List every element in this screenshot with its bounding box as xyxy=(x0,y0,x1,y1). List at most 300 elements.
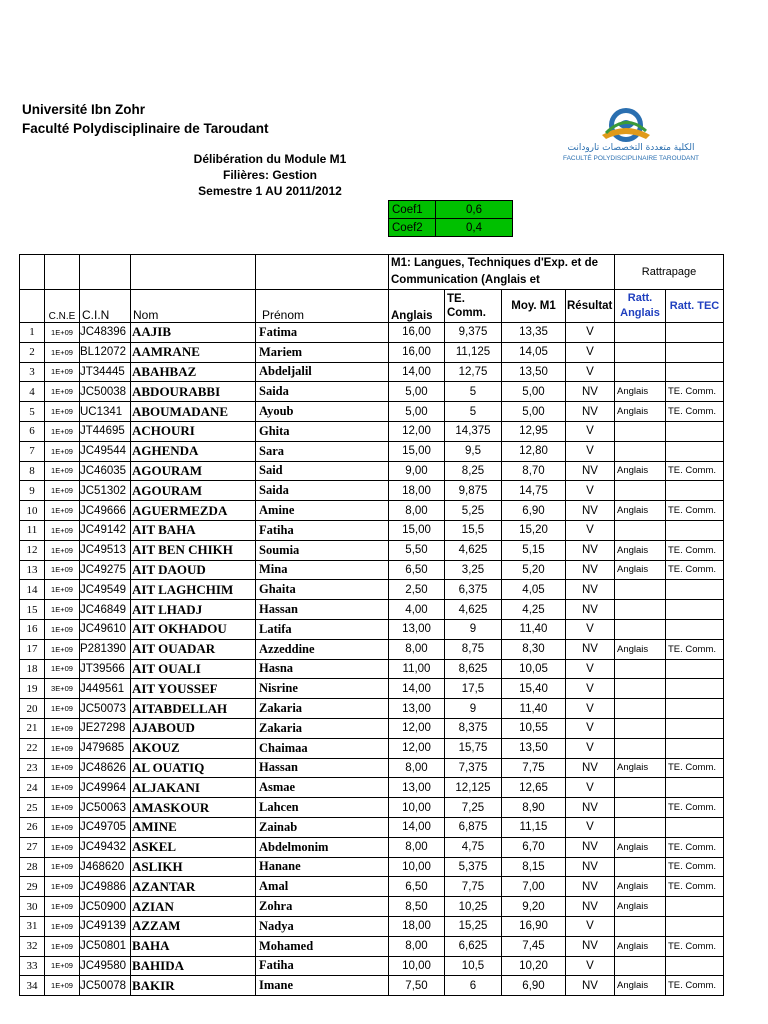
ratt-anglais-value xyxy=(615,699,666,719)
cin-value: JC49544 xyxy=(80,441,131,461)
ratt-anglais-value xyxy=(615,600,666,620)
nom-value: AITABDELLAH xyxy=(131,699,256,719)
col-cin: C.I.N xyxy=(80,290,131,323)
table-row xyxy=(20,639,724,659)
logo-arabic-text: الكلية متعددة التخصصات تارودانت xyxy=(567,143,695,153)
cne-value: 1E+09 xyxy=(45,639,80,659)
nom-value: ABAHBAZ xyxy=(131,362,256,382)
coef1-value: 0,6 xyxy=(436,201,513,219)
table-row xyxy=(20,619,724,639)
resultat-value: V xyxy=(566,916,615,936)
te-comm-grade: 7,25 xyxy=(445,798,502,818)
moyenne-value: 6,90 xyxy=(502,501,566,521)
semester-label: Semestre 1 AU 2011/2012 xyxy=(198,184,342,198)
nom-value: AAJIB xyxy=(131,323,256,343)
nom-value: AGUERMEZDA xyxy=(131,501,256,521)
ratt-tec-value: TE. Comm. xyxy=(666,877,724,897)
anglais-grade: 18,00 xyxy=(389,916,445,936)
prenom-value: Saida xyxy=(256,481,389,501)
moyenne-value: 5,00 xyxy=(502,402,566,422)
cin-value: JC49275 xyxy=(80,560,131,580)
cin-value: JC50073 xyxy=(80,699,131,719)
cin-value: JC49432 xyxy=(80,837,131,857)
anglais-grade: 16,00 xyxy=(389,323,445,343)
table-row xyxy=(20,402,724,422)
cin-value: JC49513 xyxy=(80,540,131,560)
ratt-tec-value xyxy=(666,916,724,936)
prenom-value: Hassan xyxy=(256,758,389,778)
resultat-value: V xyxy=(566,718,615,738)
coefficients-table xyxy=(388,200,513,237)
anglais-grade: 12,00 xyxy=(389,421,445,441)
table-row xyxy=(20,897,724,917)
te-comm-grade: 8,75 xyxy=(445,639,502,659)
nom-value: AJABOUD xyxy=(131,718,256,738)
ratt-anglais-value: Anglais xyxy=(615,976,666,996)
cne-value: 1E+09 xyxy=(45,461,80,481)
resultat-value: V xyxy=(566,699,615,719)
cne-value: 1E+09 xyxy=(45,362,80,382)
ratt-tec-value xyxy=(666,659,724,679)
ratt-anglais-value xyxy=(615,362,666,382)
row-number: 11 xyxy=(20,520,45,540)
table-row xyxy=(20,718,724,738)
prenom-value: Mina xyxy=(256,560,389,580)
nom-value: AL OUATIQ xyxy=(131,758,256,778)
anglais-grade: 6,50 xyxy=(389,560,445,580)
resultat-value: V xyxy=(566,619,615,639)
cne-value: 1E+09 xyxy=(45,936,80,956)
coef-row xyxy=(389,201,513,219)
moyenne-value: 8,90 xyxy=(502,798,566,818)
ratt-anglais-value: Anglais xyxy=(615,560,666,580)
prenom-value: Zainab xyxy=(256,817,389,837)
ratt-tec-value: TE. Comm. xyxy=(666,798,724,818)
prenom-value: Fatiha xyxy=(256,520,389,540)
ratt-tec-value xyxy=(666,362,724,382)
prenom-value: Azzeddine xyxy=(256,639,389,659)
cne-value: 1E+09 xyxy=(45,778,80,798)
table-row xyxy=(20,461,724,481)
row-number: 28 xyxy=(20,857,45,877)
moyenne-value: 4,25 xyxy=(502,600,566,620)
moyenne-value: 7,75 xyxy=(502,758,566,778)
cne-value: 1E+09 xyxy=(45,323,80,343)
prenom-value: Ghita xyxy=(256,421,389,441)
cin-value: JC48626 xyxy=(80,758,131,778)
ratt-anglais-value xyxy=(615,520,666,540)
anglais-grade: 7,50 xyxy=(389,976,445,996)
moyenne-value: 5,20 xyxy=(502,560,566,580)
ratt-anglais-value: Anglais xyxy=(615,382,666,402)
nom-value: AMASKOUR xyxy=(131,798,256,818)
prenom-value: Imane xyxy=(256,976,389,996)
resultat-value: NV xyxy=(566,857,615,877)
nom-value: AIT OUALI xyxy=(131,659,256,679)
cin-value: J479685 xyxy=(80,738,131,758)
table-row xyxy=(20,323,724,343)
te-comm-grade: 15,25 xyxy=(445,916,502,936)
row-number: 34 xyxy=(20,976,45,996)
cin-value: JC49964 xyxy=(80,778,131,798)
table-row xyxy=(20,342,724,362)
ratt-tec-value: TE. Comm. xyxy=(666,501,724,521)
row-number: 1 xyxy=(20,323,45,343)
cne-value: 1E+09 xyxy=(45,877,80,897)
moyenne-value: 10,20 xyxy=(502,956,566,976)
prenom-value: Ayoub xyxy=(256,402,389,422)
university-name: Université Ibn Zohr xyxy=(22,102,146,117)
resultat-value: NV xyxy=(566,877,615,897)
cin-value: JE27298 xyxy=(80,718,131,738)
cne-value: 1E+09 xyxy=(45,402,80,422)
cne-value: 1E+09 xyxy=(45,758,80,778)
ratt-tec-value: TE. Comm. xyxy=(666,382,724,402)
col-nom: Nom xyxy=(131,290,256,323)
te-comm-grade: 10,5 xyxy=(445,956,502,976)
moyenne-value: 11,40 xyxy=(502,619,566,639)
anglais-grade: 8,00 xyxy=(389,639,445,659)
prenom-value: Mohamed xyxy=(256,936,389,956)
te-comm-grade: 7,75 xyxy=(445,877,502,897)
col-prenom: Prénom xyxy=(256,290,389,323)
prenom-value: Mariem xyxy=(256,342,389,362)
nom-value: ASLIKH xyxy=(131,857,256,877)
resultat-value: V xyxy=(566,441,615,461)
nom-value: AIT OKHADOU xyxy=(131,619,256,639)
ratt-tec-value xyxy=(666,897,724,917)
moyenne-value: 7,00 xyxy=(502,877,566,897)
moyenne-value: 6,70 xyxy=(502,837,566,857)
row-number: 16 xyxy=(20,619,45,639)
cne-value: 1E+09 xyxy=(45,699,80,719)
faculty-name: Faculté Polydisciplinaire de Taroudant xyxy=(22,121,269,136)
prenom-value: Sara xyxy=(256,441,389,461)
moyenne-value: 5,00 xyxy=(502,382,566,402)
col-te-comm: TE. Comm. xyxy=(445,290,502,323)
nom-value: AIT YOUSSEF xyxy=(131,679,256,699)
ratt-tec-value xyxy=(666,679,724,699)
te-comm-grade: 6,875 xyxy=(445,817,502,837)
ratt-anglais-value xyxy=(615,421,666,441)
resultat-value: V xyxy=(566,342,615,362)
prenom-value: Abdeljalil xyxy=(256,362,389,382)
cne-value: 1E+09 xyxy=(45,916,80,936)
te-comm-grade: 4,625 xyxy=(445,600,502,620)
prenom-value: Hassan xyxy=(256,600,389,620)
te-comm-grade: 7,375 xyxy=(445,758,502,778)
ratt-tec-value xyxy=(666,342,724,362)
resultat-value: NV xyxy=(566,540,615,560)
ratt-anglais-value xyxy=(615,659,666,679)
te-comm-grade: 9 xyxy=(445,699,502,719)
te-comm-grade: 4,75 xyxy=(445,837,502,857)
te-comm-grade: 14,375 xyxy=(445,421,502,441)
filiere-label: Filières: Gestion xyxy=(222,168,318,182)
ratt-tec-value xyxy=(666,481,724,501)
prenom-value: Soumia xyxy=(256,540,389,560)
ratt-tec-value: TE. Comm. xyxy=(666,461,724,481)
table-row xyxy=(20,520,724,540)
ratt-tec-value: TE. Comm. xyxy=(666,540,724,560)
cne-value: 1E+09 xyxy=(45,580,80,600)
row-number: 12 xyxy=(20,540,45,560)
col-ratt-anglais: Ratt. Anglais xyxy=(615,290,666,323)
moyenne-value: 12,95 xyxy=(502,421,566,441)
ratt-anglais-value xyxy=(615,441,666,461)
table-row xyxy=(20,481,724,501)
moyenne-value: 6,90 xyxy=(502,976,566,996)
cne-value: 1E+09 xyxy=(45,421,80,441)
row-number: 26 xyxy=(20,817,45,837)
ratt-tec-value xyxy=(666,718,724,738)
ratt-tec-value xyxy=(666,441,724,461)
document-title: Délibération du Module M1 xyxy=(193,152,347,166)
ratt-tec-value: TE. Comm. xyxy=(666,976,724,996)
anglais-grade: 14,00 xyxy=(389,362,445,382)
anglais-grade: 10,00 xyxy=(389,956,445,976)
col-moy: Moy. M1 xyxy=(502,290,566,323)
logo-latin-text: FACULTÉ POLYDISCIPLINAIRE TAROUDANT xyxy=(562,155,700,162)
col-cne: C.N.E xyxy=(45,290,80,323)
ratt-tec-value xyxy=(666,619,724,639)
table-row xyxy=(20,600,724,620)
ratt-anglais-value xyxy=(615,619,666,639)
ratt-anglais-value: Anglais xyxy=(615,461,666,481)
ratt-tec-value xyxy=(666,421,724,441)
ratt-anglais-value: Anglais xyxy=(615,501,666,521)
ratt-tec-value xyxy=(666,580,724,600)
results-body xyxy=(20,323,724,996)
anglais-grade: 12,00 xyxy=(389,718,445,738)
cne-value: 1E+09 xyxy=(45,956,80,976)
te-comm-grade: 5,25 xyxy=(445,501,502,521)
te-comm-grade: 6 xyxy=(445,976,502,996)
moyenne-value: 8,70 xyxy=(502,461,566,481)
nom-value: AIT BAHA xyxy=(131,520,256,540)
resultat-value: NV xyxy=(566,897,615,917)
nom-value: BAKIR xyxy=(131,976,256,996)
table-row xyxy=(20,362,724,382)
coef-row xyxy=(389,219,513,237)
prenom-value: Hanane xyxy=(256,857,389,877)
resultat-value: NV xyxy=(566,501,615,521)
nom-value: AAMRANE xyxy=(131,342,256,362)
institution-header xyxy=(22,100,269,138)
cne-value: 1E+09 xyxy=(45,798,80,818)
cne-value: 3E+09 xyxy=(45,679,80,699)
ratt-anglais-value: Anglais xyxy=(615,897,666,917)
nom-value: AGHENDA xyxy=(131,441,256,461)
table-row xyxy=(20,956,724,976)
resultat-value: V xyxy=(566,323,615,343)
resultat-value: V xyxy=(566,421,615,441)
ratt-anglais-value xyxy=(615,778,666,798)
prenom-value: Said xyxy=(256,461,389,481)
moyenne-value: 16,90 xyxy=(502,916,566,936)
nom-value: BAHIDA xyxy=(131,956,256,976)
resultat-value: NV xyxy=(566,936,615,956)
resultat-value: NV xyxy=(566,976,615,996)
row-number: 29 xyxy=(20,877,45,897)
anglais-grade: 5,50 xyxy=(389,540,445,560)
moyenne-value: 12,65 xyxy=(502,778,566,798)
ratt-anglais-value: Anglais xyxy=(615,877,666,897)
cne-value: 1E+09 xyxy=(45,857,80,877)
col-anglais: Anglais xyxy=(389,290,445,323)
moyenne-value: 11,15 xyxy=(502,817,566,837)
ratt-anglais-value xyxy=(615,679,666,699)
row-number: 22 xyxy=(20,738,45,758)
anglais-grade: 6,50 xyxy=(389,877,445,897)
table-row xyxy=(20,421,724,441)
row-number: 21 xyxy=(20,718,45,738)
moyenne-value: 14,05 xyxy=(502,342,566,362)
table-row xyxy=(20,857,724,877)
resultat-value: V xyxy=(566,520,615,540)
coef2-value: 0,4 xyxy=(436,219,513,237)
te-comm-grade: 9,5 xyxy=(445,441,502,461)
te-comm-grade: 3,25 xyxy=(445,560,502,580)
ratt-anglais-value: Anglais xyxy=(615,639,666,659)
anglais-grade: 16,00 xyxy=(389,342,445,362)
cin-value: JC49666 xyxy=(80,501,131,521)
ratt-tec-value: TE. Comm. xyxy=(666,560,724,580)
ratt-tec-value xyxy=(666,520,724,540)
cin-value: BL12072 xyxy=(80,342,131,362)
cne-value: 1E+09 xyxy=(45,976,80,996)
row-number: 23 xyxy=(20,758,45,778)
row-number: 15 xyxy=(20,600,45,620)
table-row xyxy=(20,699,724,719)
row-number: 2 xyxy=(20,342,45,362)
cne-value: 1E+09 xyxy=(45,382,80,402)
resultat-value: NV xyxy=(566,600,615,620)
module-title: M1: Langues, Techniques d'Exp. et de Communication (Anglais et xyxy=(389,255,615,290)
cin-value: JC49139 xyxy=(80,916,131,936)
cne-value: 1E+09 xyxy=(45,718,80,738)
cne-value: 1E+09 xyxy=(45,738,80,758)
nom-value: AIT LHADJ xyxy=(131,600,256,620)
prenom-value: Nisrine xyxy=(256,679,389,699)
cin-value: JC48396 xyxy=(80,323,131,343)
anglais-grade: 12,00 xyxy=(389,738,445,758)
ratt-anglais-value: Anglais xyxy=(615,540,666,560)
moyenne-value: 5,15 xyxy=(502,540,566,560)
cin-value: JT39566 xyxy=(80,659,131,679)
ratt-tec-value xyxy=(666,323,724,343)
anglais-grade: 8,50 xyxy=(389,897,445,917)
ratt-tec-value: TE. Comm. xyxy=(666,758,724,778)
moyenne-value: 11,40 xyxy=(502,699,566,719)
te-comm-grade: 10,25 xyxy=(445,897,502,917)
cin-value: JC49610 xyxy=(80,619,131,639)
prenom-value: Chaimaa xyxy=(256,738,389,758)
cne-value: 1E+09 xyxy=(45,619,80,639)
moyenne-value: 10,05 xyxy=(502,659,566,679)
cin-value: JC49580 xyxy=(80,956,131,976)
resultat-value: V xyxy=(566,481,615,501)
te-comm-grade: 15,75 xyxy=(445,738,502,758)
cin-value: JC49549 xyxy=(80,580,131,600)
cin-value: JC50078 xyxy=(80,976,131,996)
cin-value: JC50900 xyxy=(80,897,131,917)
anglais-grade: 8,00 xyxy=(389,936,445,956)
ratt-anglais-value xyxy=(615,817,666,837)
row-number: 30 xyxy=(20,897,45,917)
coef1-label: Coef1 xyxy=(389,201,436,219)
cne-value: 1E+09 xyxy=(45,837,80,857)
prenom-value: Ghaita xyxy=(256,580,389,600)
nom-value: ABOUMADANE xyxy=(131,402,256,422)
ratt-anglais-value xyxy=(615,857,666,877)
moyenne-value: 13,35 xyxy=(502,323,566,343)
resultat-value: NV xyxy=(566,798,615,818)
anglais-grade: 13,00 xyxy=(389,619,445,639)
faculty-logo xyxy=(556,105,706,167)
row-number: 7 xyxy=(20,441,45,461)
ratt-tec-value: TE. Comm. xyxy=(666,639,724,659)
resultat-value: V xyxy=(566,659,615,679)
nom-value: AIT BEN CHIKH xyxy=(131,540,256,560)
cin-value: JC50063 xyxy=(80,798,131,818)
nom-value: AIT DAOUD xyxy=(131,560,256,580)
moyenne-value: 14,75 xyxy=(502,481,566,501)
table-row xyxy=(20,382,724,402)
resultat-value: NV xyxy=(566,639,615,659)
ratt-anglais-value xyxy=(615,916,666,936)
nom-value: AZIAN xyxy=(131,897,256,917)
resultat-value: NV xyxy=(566,461,615,481)
table-row xyxy=(20,877,724,897)
prenom-value: Fatima xyxy=(256,323,389,343)
nom-value: ALJAKANI xyxy=(131,778,256,798)
te-comm-grade: 6,375 xyxy=(445,580,502,600)
ratt-anglais-value xyxy=(615,481,666,501)
table-row xyxy=(20,679,724,699)
moyenne-value: 8,15 xyxy=(502,857,566,877)
te-comm-grade: 5 xyxy=(445,402,502,422)
ratt-anglais-value: Anglais xyxy=(615,837,666,857)
row-number: 20 xyxy=(20,699,45,719)
anglais-grade: 14,00 xyxy=(389,817,445,837)
prenom-value: Hasna xyxy=(256,659,389,679)
cne-value: 1E+09 xyxy=(45,342,80,362)
table-row xyxy=(20,837,724,857)
row-number: 10 xyxy=(20,501,45,521)
table-row xyxy=(20,976,724,996)
ratt-anglais-value xyxy=(615,718,666,738)
ratt-anglais-value: Anglais xyxy=(615,402,666,422)
row-number: 32 xyxy=(20,936,45,956)
prenom-value: Nadya xyxy=(256,916,389,936)
cin-value: J468620 xyxy=(80,857,131,877)
cin-value: JC46849 xyxy=(80,600,131,620)
ratt-tec-value: TE. Comm. xyxy=(666,936,724,956)
anglais-grade: 15,00 xyxy=(389,441,445,461)
anglais-grade: 5,00 xyxy=(389,402,445,422)
moyenne-value: 7,45 xyxy=(502,936,566,956)
row-number: 17 xyxy=(20,639,45,659)
table-row xyxy=(20,758,724,778)
te-comm-grade: 8,375 xyxy=(445,718,502,738)
row-number: 13 xyxy=(20,560,45,580)
ratt-anglais-value xyxy=(615,798,666,818)
resultat-value: NV xyxy=(566,837,615,857)
table-row xyxy=(20,817,724,837)
row-number: 6 xyxy=(20,421,45,441)
anglais-grade: 2,50 xyxy=(389,580,445,600)
